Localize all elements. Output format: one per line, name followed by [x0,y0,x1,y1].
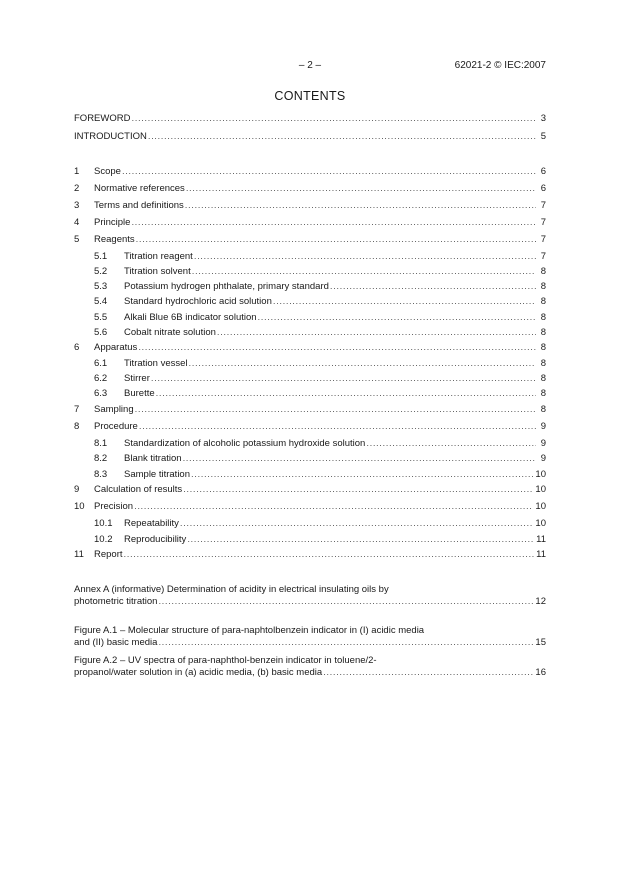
toc-entry-title: Repeatability [124,518,179,529]
toc-entry-number: 5.3 [94,281,108,292]
toc-leader-dots [183,452,536,465]
toc-leader-dots [258,311,536,324]
toc-leader-dots [330,280,536,293]
toc-entry-title: Report [94,549,123,560]
toc-entry-title: and (II) basic media [74,637,158,648]
toc-entry[interactable] [94,437,546,450]
toc-entry-page: 7 [540,234,546,245]
toc-leader-dots [134,500,533,513]
toc-entry-page: 10 [535,518,546,529]
toc-entry-title: Standardization of alcoholic potassium hydroxide solution [124,438,366,449]
toc-entry-number: 5 [74,234,80,245]
toc-entry[interactable] [94,250,546,263]
toc-leader-dots [217,326,536,339]
toc-entry-page: 8 [540,281,546,292]
toc-entry-page: 15 [535,637,546,648]
toc-leader-dots [366,437,536,450]
toc-entry-number: 6.1 [94,358,108,369]
toc-entry-title: Reagents [94,234,135,245]
toc-entry-number: 8 [74,421,80,432]
toc-leader-dots [148,130,536,143]
toc-leader-dots [158,595,533,608]
toc-entry-title: FOREWORD [74,113,131,124]
toc-figure-a2-line1: Figure A.2 – UV spectra of para-naphthol-benzein indicator in toluene/2- [74,655,377,666]
toc-entry[interactable] [74,216,546,229]
toc-entry-number: 5.5 [94,312,108,323]
toc-entry-title: propanol/water solution in (a) acidic media, (b) basic media [74,667,323,678]
toc-entry[interactable] [94,280,546,293]
toc-entry[interactable] [94,372,546,385]
toc-leader-dots [135,403,536,416]
toc-leader-dots [191,468,533,481]
toc-leader-dots [189,357,536,370]
toc-leader-dots [131,112,536,125]
toc-entry-title: Terms and definitions [94,200,184,211]
toc-entry-page: 8 [540,404,546,415]
toc-leader-dots [131,216,536,229]
toc-entry-number: 10 [74,501,85,512]
toc-leader-dots [158,636,533,649]
toc-entry-page: 8 [540,358,546,369]
toc-figure-a1-line1: Figure A.1 – Molecular structure of para-naphtolbenzein indicator in (I) acidic media [74,625,425,636]
toc-entry-number: 1 [74,166,80,177]
toc-leader-dots [122,165,536,178]
toc-entry[interactable] [74,403,546,416]
toc-leader-dots [185,199,536,212]
toc-entry-page: 9 [540,421,546,432]
toc-entry-page: 5 [540,131,546,142]
toc-figure-a2[interactable] [74,666,546,679]
toc-entry-page: 8 [540,296,546,307]
toc-leader-dots [187,533,534,546]
toc-annex-a[interactable] [74,595,546,608]
toc-entry[interactable] [94,265,546,278]
toc-leader-dots [180,517,534,530]
toc-leader-dots [273,295,536,308]
toc-entry-number: 5.6 [94,327,108,338]
toc-entry-page: 6 [540,183,546,194]
toc-entry-page: 16 [535,667,546,678]
page-number: – 2 – [298,60,322,71]
toc-entry-title: Apparatus [94,342,138,353]
toc-entry-page: 8 [540,342,546,353]
toc-leader-dots [138,341,536,354]
toc-entry[interactable] [74,500,546,513]
toc-leader-dots [192,265,536,278]
toc-entry-title: Principle [94,217,131,228]
toc-entry-title: Precision [94,501,134,512]
toc-entry-title: Burette [124,388,155,399]
toc-entry-page: 10 [535,501,546,512]
toc-leader-dots [183,483,533,496]
toc-leader-dots [323,666,533,679]
toc-entry-title: Alkali Blue 6B indicator solution [124,312,257,323]
toc-entry-number: 7 [74,404,80,415]
toc-entry-page: 10 [535,469,546,480]
toc-entry[interactable] [94,311,546,324]
toc-entry-page: 11 [536,549,546,560]
toc-entry[interactable] [74,199,546,212]
document-id: 62021-2 © IEC:2007 [454,60,546,71]
toc-entry-page: 9 [540,438,546,449]
toc-entry-title: Standard hydrochloric acid solution [124,296,272,307]
toc-entry-number: 10.1 [94,518,113,529]
toc-entry-number: 6 [74,342,80,353]
toc-entry-page: 12 [535,596,546,607]
toc-entry-title: Reproducibility [124,534,187,545]
toc-entry[interactable] [74,420,546,433]
toc-entry-title: Titration reagent [124,251,193,262]
toc-entry-page: 8 [540,312,546,323]
toc-entry[interactable] [74,341,546,354]
toc-entry-page: 6 [540,166,546,177]
toc-entry-title: Titration solvent [124,266,191,277]
toc-entry[interactable] [74,182,546,195]
toc-entry[interactable] [94,295,546,308]
toc-entry-title: Procedure [94,421,138,432]
toc-figure-a1[interactable] [74,636,546,649]
toc-leader-dots [151,372,536,385]
toc-entry-number: 10.2 [94,534,113,545]
toc-entry[interactable] [94,468,546,481]
toc-entry-number: 5.4 [94,296,108,307]
toc-entry-title: Potassium hydrogen phthalate, primary standard [124,281,329,292]
toc-entry[interactable] [94,533,546,546]
toc-entry-page: 8 [540,388,546,399]
toc-entry-title: Sampling [94,404,134,415]
toc-entry-number: 8.1 [94,438,108,449]
toc-leader-dots [194,250,536,263]
toc-entry[interactable] [74,233,546,246]
toc-entry[interactable] [94,387,546,400]
toc-entry-page: 3 [540,113,546,124]
toc-entry-page: 9 [540,453,546,464]
toc-entry-number: 6.3 [94,388,108,399]
toc-entry-page: 7 [540,217,546,228]
toc-entry-number: 5.1 [94,251,108,262]
contents-title: CONTENTS [274,89,346,103]
toc-entry[interactable] [74,165,546,178]
toc-entry[interactable] [94,357,546,370]
toc-entry[interactable] [94,517,546,530]
toc-entry-title: Calculation of results [94,484,183,495]
toc-leader-dots [139,420,536,433]
toc-entry-title: Stirrer [124,373,150,384]
toc-annex-a-line1: Annex A (informative) Determination of acidity in electrical insulating oils by [74,584,389,595]
toc-leader-dots [156,387,536,400]
toc-entry-page: 7 [540,251,546,262]
toc-entry-page: 7 [540,200,546,211]
toc-entry-number: 4 [74,217,80,228]
toc-entry-page: 8 [540,373,546,384]
toc-entry-number: 11 [74,549,84,560]
toc-leader-dots [186,182,536,195]
toc-entry-number: 2 [74,183,80,194]
toc-entry-page: 11 [536,534,546,545]
toc-entry-title: Sample titration [124,469,191,480]
toc-entry-number: 6.2 [94,373,108,384]
toc-entry-title: Titration vessel [124,358,188,369]
toc-entry[interactable] [94,326,546,339]
toc-entry-introduction[interactable] [74,130,546,143]
toc-leader-dots [136,233,536,246]
toc-entry[interactable] [74,483,546,496]
toc-entry[interactable] [94,452,546,465]
toc-entry-number: 3 [74,200,80,211]
toc-entry[interactable] [74,548,546,561]
toc-entry-title: photometric titration [74,596,158,607]
toc-entry-title: Cobalt nitrate solution [124,327,216,338]
toc-entry-page: 10 [535,484,546,495]
toc-entry-title: Scope [94,166,121,177]
toc-entry-foreword[interactable] [74,112,546,125]
toc-entry-number: 9 [74,484,80,495]
toc-entry-title: INTRODUCTION [74,131,147,142]
toc-entry-page: 8 [540,266,546,277]
toc-entry-title: Normative references [94,183,185,194]
toc-entry-number: 5.2 [94,266,108,277]
toc-entry-title: Blank titration [124,453,182,464]
toc-leader-dots [124,548,535,561]
toc-entry-number: 8.2 [94,453,108,464]
toc-entry-page: 8 [540,327,546,338]
toc-entry-number: 8.3 [94,469,108,480]
